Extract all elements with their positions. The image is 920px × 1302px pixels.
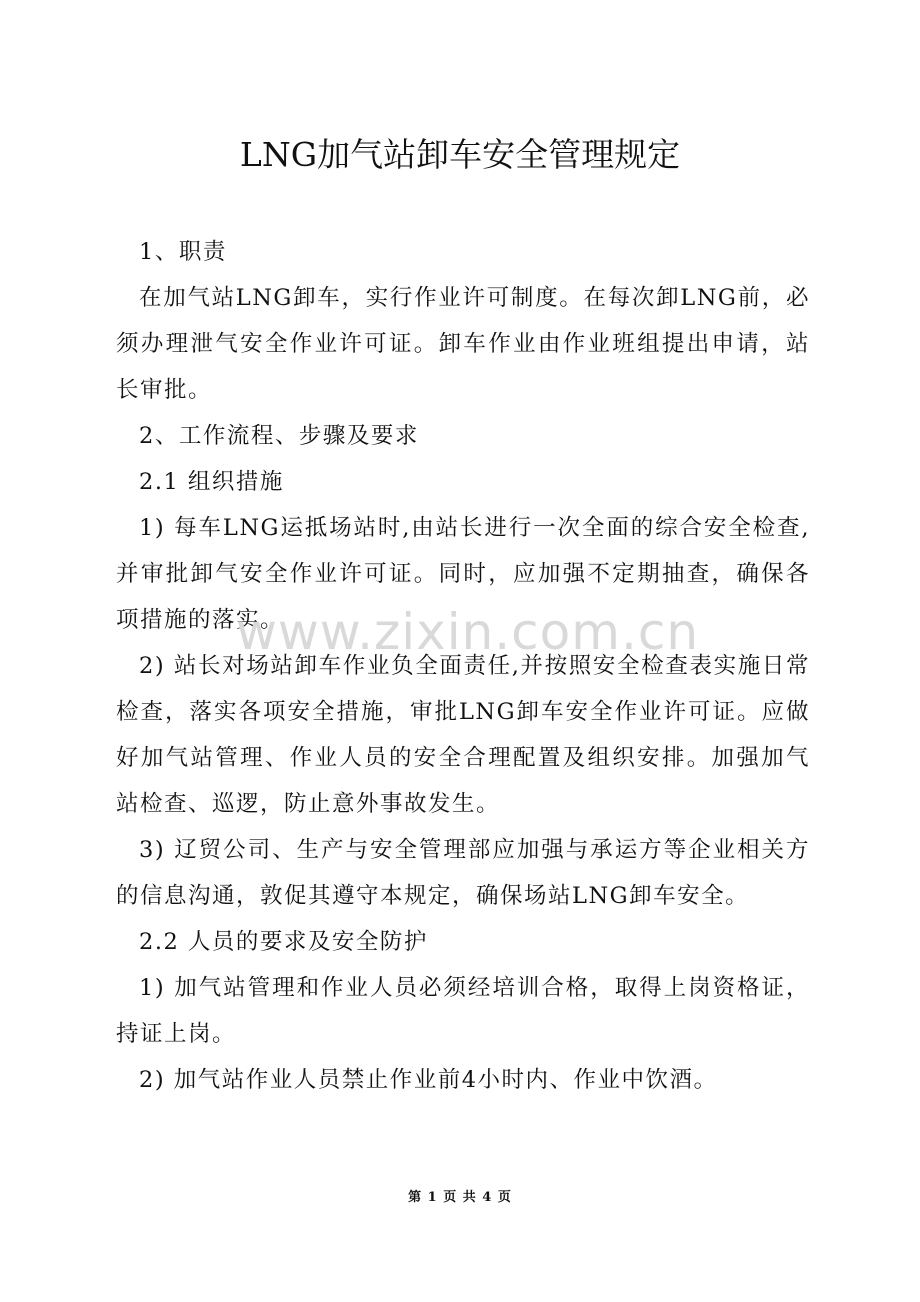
page-number: 第 1 页 共 4 页: [408, 1190, 512, 1205]
list-item-organization-3: 3) 辽贸公司、生产与安全管理部应加强与承运方等企业相关方的信息沟通，敦促其遵守本规定，确保场站LNG卸车安全。: [116, 837, 810, 909]
section-heading-workflow: 2、工作流程、步骤及要求: [139, 423, 419, 449]
document-title: LNG加气站卸车安全管理规定: [239, 135, 681, 174]
paragraph-duties: 在加气站LNG卸车，实行作业许可制度。在每次卸LNG前，必须办理泄气安全作业许可证。卸车作业由作业班组提出申请，站长审批。: [116, 285, 810, 403]
watermark: www.zixin.com.cn: [236, 603, 700, 661]
list-item-organization-2: 2) 站长对场站卸车作业负全面责任,并按照安全检查表实施日常检查，落实各项安全措施，审批LNG卸车安全作业许可证。应做好加气站管理、作业人员的安全合理配置及组织安排。加强加气站检查、巡逻，防止意外事故发生。: [116, 653, 810, 817]
list-item-personnel-1: 1) 加气站管理和作业人员必须经培训合格，取得上岗资格证，持证上岗。: [116, 975, 810, 1047]
document-body: [116, 229, 810, 1103]
subsection-heading-personnel: 2.2 人员的要求及安全防护: [139, 929, 428, 955]
list-item-personnel-2: 2) 加气站作业人员禁止作业前4小时内、作业中饮酒。: [139, 1067, 718, 1093]
subsection-heading-organization: 2.1 组织措施: [139, 469, 284, 495]
section-heading-duties: 1、职责: [139, 239, 227, 265]
list-item-organization-1: 1) 每车LNG运抵场站时,由站长进行一次全面的综合安全检查,并审批卸气安全作业许可证。同时，应加强不定期抽查，确保各项措施的落实。: [116, 515, 810, 633]
